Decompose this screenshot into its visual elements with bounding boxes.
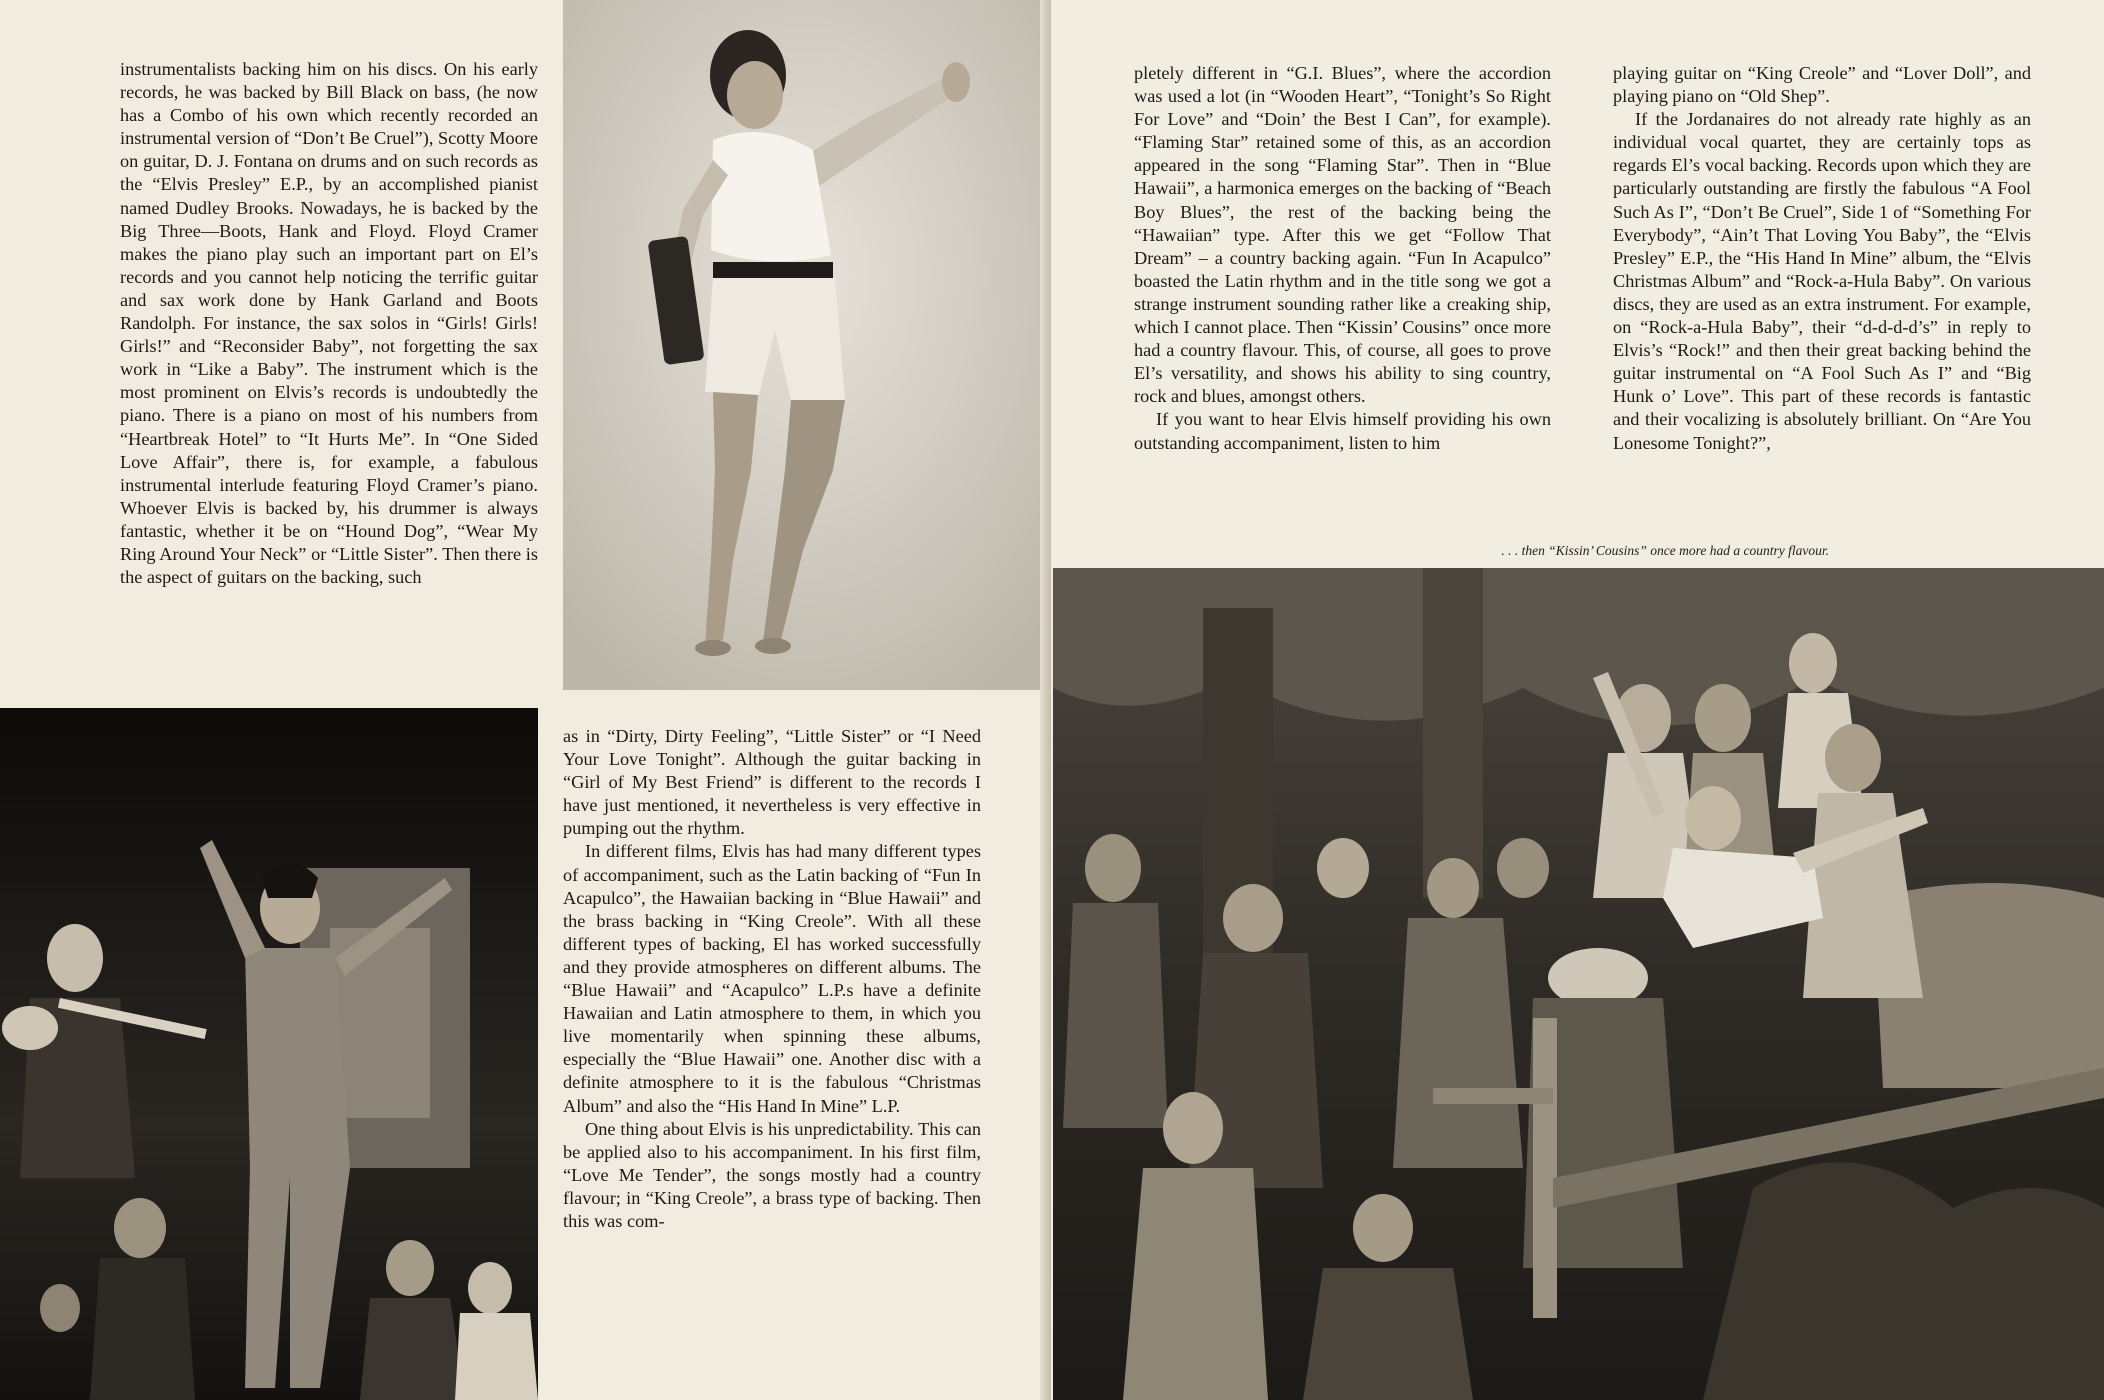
- paragraph: In different films, Elvis has had many different types of accompaniment, such as the Latin backing of “Fun In Acapulco”, the Hawaiian backing in “Blue Hawaii” and the brass backing in “King Creole”. With all these different types of backing, El has worked successfully and they provide atmospheres on different albums. The “Blue Hawaii” and “Acapulco” L.P.s have a definite Hawaiian and Latin atmosphere to them, in which you live momentarily when spinning these albums, especially the “Blue Hawaii” one. Another disc with a definite atmosphere to it is the fabulous “Christmas Album” and also the “His Hand In Mine” L.P.: [563, 841, 981, 1116]
- jumping-elvis-photo: [563, 0, 1050, 690]
- left-column-2: [563, 725, 981, 1233]
- right-column-2: [1613, 62, 2031, 455]
- paragraph: One thing about Elvis is his unpredictability. This can be applied also to his accompaniment. In his first film, “Love Me Tender”, the songs mostly had a country flavour; in “King Creole”, a brass type of backing. Then this was com-: [563, 1118, 981, 1231]
- jumping-elvis-image: [563, 0, 1050, 690]
- paragraph: as in “Dirty, Dirty Feeling”, “Little Sister” or “I Need Your Love Tonight”. Although the guitar backing in “Girl of My Best Friend” is different to the records I have just mentioned, it nevertheless is very effective in pumping out the rhythm.: [563, 726, 981, 839]
- right-column-1: [1134, 62, 1551, 455]
- kissin-cousins-image: [1053, 568, 2104, 1400]
- paragraph: playing guitar on “King Creole” and “Lover Doll”, and playing piano on “Old Shep”.: [1613, 63, 2031, 107]
- stage-performance-photo: [0, 708, 538, 1400]
- paragraph: If you want to hear Elvis himself providing his own outstanding accompaniment, listen to him: [1134, 409, 1551, 453]
- left-column-1: [120, 58, 538, 589]
- kissin-cousins-photo: [1053, 568, 2104, 1400]
- left-page: [0, 0, 1051, 1400]
- right-page: [1051, 0, 2104, 1400]
- paragraph: instrumentalists backing him on his discs. On his early records, he was backed by Bill Black on bass, (he now has a Combo of his own which recently recorded an instrumental version of “Don’t Be Cruel”), Scotty Moore on guitar, D. J. Fontana on drums and on such records as the “Elvis Presley” E.P., by an accomplished pianist named Dudley Brooks. Nowadays, he is backed by the Big Three—Boots, Hank and Floyd. Floyd Cramer makes the piano play such an important part on El’s records and you cannot help noticing the terrific guitar and sax work done by Hank Garland and Boots Randolph. For instance, the sax solos in “Girls! Girls! Girls!” and “Reconsider Baby”, not forgetting the sax work in “Like a Baby”. The instrument which is the most prominent on Elvis’s records is undoubtedly the piano. There is a piano on most of his numbers from “Heartbreak Hotel” to “It Hurts Me”. In “One Sided Love Affair”, there is, for example, a fabulous instrumental interlude featuring Floyd Cramer’s piano. Whoever Elvis is backed by, his drummer is always fantastic, whether it be on “Hound Dog”, “Wear My Ring Around Your Neck” or “Little Sister”. Then there is the aspect of guitars on the backing, such: [120, 59, 539, 588]
- photo-caption: . . . then “Kissin’ Cousins” once more had a country flavour.: [1501, 543, 1829, 558]
- paragraph: If the Jordanaires do not already rate highly as an individual vocal quartet, they are certainly tops as regards El’s vocal backing. Records upon which they are particularly outstanding are firstly the fabulous “A Fool Such As I”, “Don’t Be Cruel”, Side 1 of “Something For Everybody”, “Ain’t That Loving You Baby”, the “Elvis Presley” E.P., the “His Hand In Mine” album, the “Elvis Christmas Album” and “Rock-a-Hula Baby”. On various discs, they are used as an extra instrument. For example, on “Rock-a-Hula Baby”, their “d-d-d-d’s” in reply to Elvis’s “Rock!” and then their great backing behind the guitar instrumental on “A Fool Such As I” and “Big Hunk o’ Love”. This part of these records is fantastic and their vocalizing is absolutely brilliant. On “Are You Lonesome Tonight?”,: [1613, 109, 2031, 453]
- paragraph: pletely different in “G.I. Blues”, where the accordion was used a lot (in “Wooden Heart”, “Tonight’s So Right For Love” and “Doin’ the Best I Can”, for example). “Flaming Star” retained some of this, as an accordion appeared in the song “Flaming Star”. Then in “Blue Hawaii”, a harmonica emerges on the backing of “Beach Boy Blues”, the rest of the backing being the “Hawaiian” type. After this we get “Follow That Dream” – a country backing again. “Fun In Acapulco” boasted the Latin rhythm and in the title song we got a strange instrument sounding rather like a creaking ship, which I cannot place. Then “Kissin’ Cousins” once more had a country flavour. This, of course, all goes to prove El’s versatility, and shows his ability to sing country, rock and blues, amongst others.: [1134, 63, 1551, 407]
- stage-performance-image: [0, 708, 538, 1400]
